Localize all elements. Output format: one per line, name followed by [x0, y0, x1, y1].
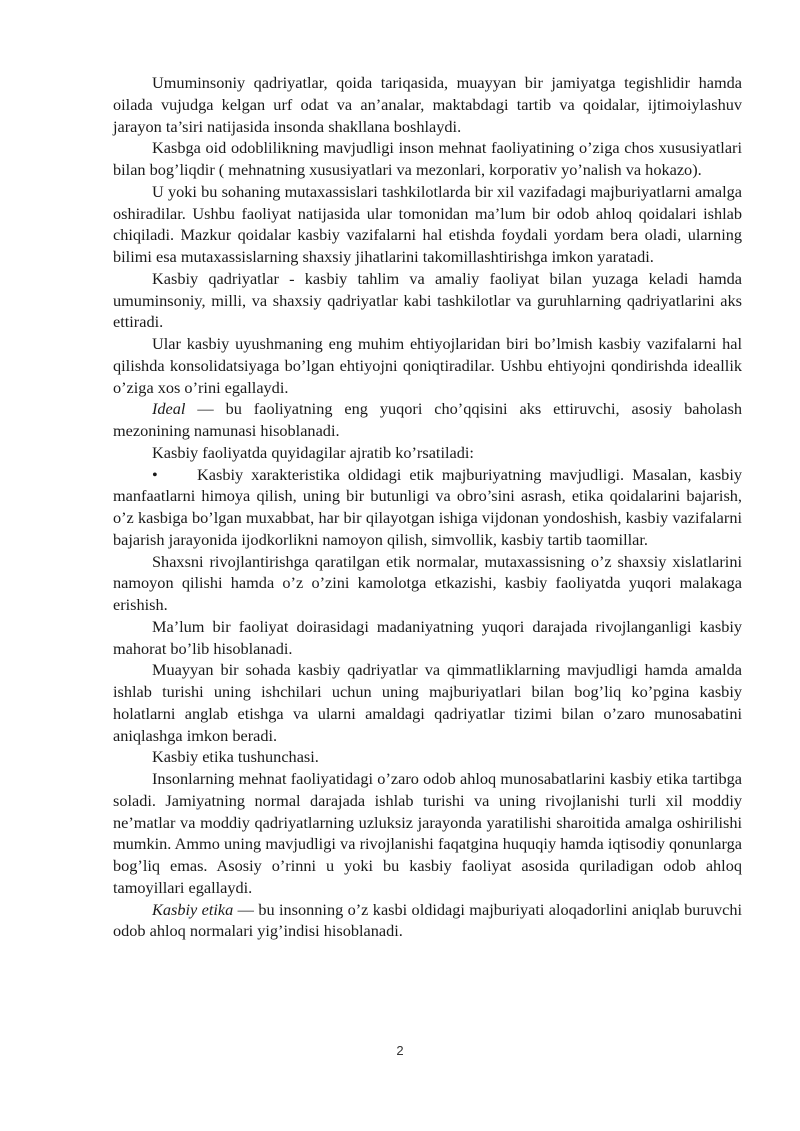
paragraph-professional-values: Kasbiy qadriyatlar - kasbiy tahlim va amaliy faoliyat bilan yuzaga keladi hamda umuminsoniy, milli, va shaxsiy qadriyatlar kabi tashkilotlar va guruhlarning qadriyatlarini aks ettiradi. — [113, 268, 742, 332]
document-page — [113, 72, 742, 942]
professional-ethics-definition-text: — bu insonning o’z kasbi oldidagi majburiyati aloqadorlini aniqlab buruvchi odob ahloq normalari yig’indisi hisoblanadi. — [113, 899, 743, 941]
paragraph-professional-ethics-definition — [113, 899, 742, 943]
section-heading-professional-ethics: Kasbiy etika tushunchasi. — [152, 747, 319, 767]
paragraph-universal-values: Umuminsoniy qadriyatlar, qoida tariqasida, muayyan bir jamiyatga tegishlidir hamda oilada vujudga kelgan urf odat va an’analar, maktabdagi tartib va qoidalar, ijtimoiylashuv jarayon ta’siri natijasida insonda shakllana boshlaydi. — [113, 73, 742, 136]
bullet-item-text: Kasbiy xarakteristika oldidagi etik majburiyatning mavjudligi. Masalan, kasbiy manfaatlarni himoya qilish, uning bir butunligi va obro’sini asrash, etika qoidalarini bajarish, o’z kasbiga bo’lgan muxabbat, har bir qilayotgan ishiga vijdonan yondoshish, kasbiy vazifalarni bajarish jarayonida ijodkorlikni namoyon qilish, simvollik, kasbiy tartib taomillar. — [113, 464, 742, 549]
bullet-item-ethical-obligation — [113, 464, 742, 551]
paragraph-list-intro: Kasbiy faoliyatda quyidagilar ajratib ko’rsatiladi: — [152, 442, 474, 462]
paragraph-values-in-field: Muayyan bir sohada kasbiy qadriyatlar va qimmatliklarning mavjudligi hamda amalda ishlab turishi uning ishchilari uchun uning majburiyatlari bilan bog’liq ko’pgina kasbiy holatlarni anglab etishga va ularni amaldagi qadriyatlar tizimi bilan o’zaro munosabatini aniqlashga imkon beradi. — [113, 660, 742, 745]
paragraph-professional-mastery: Ma’lum bir faoliyat doirasidagi madaniyatning yuqori darajada rivojlanganligi kasbiy mahorat bo’lib hisoblanadi. — [113, 616, 742, 658]
ideal-definition-text: — bu faoliyatning eng yuqori cho’qqisini aks ettiruvchi, asosiy baholash mezonining namunasi hisoblanadi. — [113, 399, 742, 440]
paragraph-ideal-definition — [113, 398, 742, 442]
paragraph-consolidation-need: Ular kasbiy uyushmaning eng muhim ehtiyojlaridan biri bo’lmish kasbiy vazifalarni hal qilishda konsolidatsiyaga bo’lgan ehtiyojni qoniqtiradilar. Ushbu ehtiyojni qondirishda ideallik o’ziga xos o’rini egallaydi. — [113, 334, 742, 397]
paragraph-ethical-norms: Shaxsni rivojlantirishga qaratilgan etik normalar, mutaxassisning o’z shaxsiy xislatlarini namoyon qilishi hamda o’z o’zini kamolotga etkazishi, kasbiy faoliyatda yuqori malakaga erishish. — [113, 551, 742, 614]
paragraph-work-relations: Insonlarning mehnat faoliyatidagi o’zaro odob ahloq munosabatlarini kasbiy etika tartibga soladi. Jamiyatning normal darajada ishlab turishi va uning rivojlanishi turli xil moddiy ne’matlar va moddiy qadriyatlarning uzluksiz jarayonda yaratilishi sharoitida amalga oshirilishi mumkin. Ammo uning mavjudligi va rivojlanishi faqatgina huquqiy hamda iqtisodiy qonunlarga bog’liq emas. Asosiy o’rinni u yoki bu kasbiy faoliyat asosida quriladigan odob ahloq tamoyillari egallaydi. — [113, 769, 742, 897]
bullet-icon: • — [152, 464, 158, 484]
page-number: 2 — [396, 1043, 404, 1058]
paragraph-professional-ethics-origin: Kasbga oid odoblilikning mavjudligi inson mehnat faoliyatining o’ziga chos xususiyatlari bilan bog’liqdir ( mehnatning xususiyatlari va mezonlari, korporativ yo’nalish va hokazo). — [113, 138, 742, 179]
professional-ethics-term: Kasbiy etika — [152, 899, 234, 919]
ideal-term: Ideal — [152, 399, 186, 419]
paragraph-specialists-duties: U yoki bu sohaning mutaxassislari tashkilotlarda bir xil vazifadagi majburiyatlarni amalga oshiradilar. Ushbu faoliyat natijasida ular tomonidan ma’lum bir odob ahloq qoidalari ishlab chiqiladi. Mazkur qoidalar kasbiy vazifalarni hal etishda foydali yordam bera oladi, ularning bilimi esa mutaxassislarning shaxsiy jihatlarini takomillashtirishga imkon yaratadi. — [113, 181, 742, 266]
